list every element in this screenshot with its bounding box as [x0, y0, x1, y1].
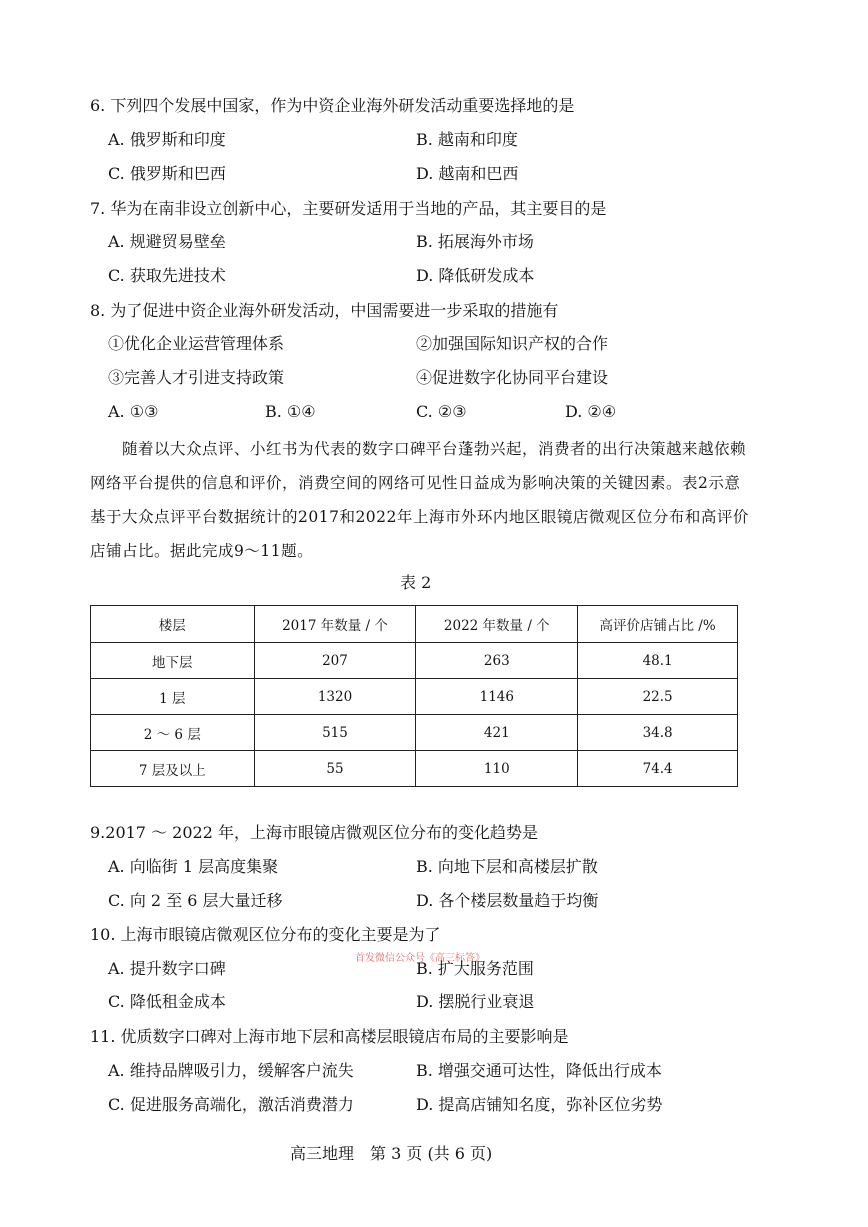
table-cell: 地下层: [91, 643, 255, 679]
q10-option-b: B. 扩大服务范围: [416, 959, 534, 978]
q9-option-c: C. 向 2 至 6 层大量迁移: [108, 891, 283, 910]
q8-item-4: ④促进数字化协同平台建设: [416, 368, 609, 387]
table-cell: 2 ～ 6 层: [91, 715, 255, 751]
table-cell: 55: [254, 751, 416, 787]
table-cell: 263: [416, 643, 578, 679]
table-cell: 1146: [416, 679, 578, 715]
question-6-stem: 6. 下列四个发展中国家，作为中资企业海外研发活动重要选择地的是: [90, 96, 575, 115]
question-11-stem: 11. 优质数字口碑对上海市地下层和高楼层眼镜店布局的主要影响是: [90, 1027, 569, 1046]
question-8-stem: 8. 为了促进中资企业海外研发活动，中国需要进一步采取的措施有: [90, 301, 559, 320]
q8-option-a: A. ①③: [108, 402, 159, 421]
question-7-stem: 7. 华为在南非设立创新中心，主要研发适用于当地的产品，其主要目的是: [90, 199, 607, 218]
q7-option-c: C. 获取先进技术: [108, 266, 226, 285]
table-cell: 34.8: [578, 715, 738, 751]
table-cell: 7 层及以上: [91, 751, 255, 787]
header-2022: 2022 年数量 / 个: [416, 606, 578, 643]
q8-option-b: B. ①④: [265, 402, 316, 421]
q6-option-c: C. 俄罗斯和巴西: [108, 164, 226, 183]
table-row: [91, 715, 738, 751]
q9-option-d: D. 各个楼层数量趋于均衡: [416, 891, 599, 910]
table-row: [91, 643, 738, 679]
q9-option-b: B. 向地下层和高楼层扩散: [416, 857, 598, 876]
q9-option-a: A. 向临街 1 层高度集聚: [108, 857, 279, 876]
header-floor: 楼层: [91, 606, 255, 643]
table-cell: 110: [416, 751, 578, 787]
q7-option-b: B. 拓展海外市场: [416, 232, 534, 251]
header-2017: 2017 年数量 / 个: [254, 606, 416, 643]
table-cell: 207: [254, 643, 416, 679]
q8-option-c: C. ②③: [416, 402, 467, 421]
table-row: [91, 679, 738, 715]
header-high-rating: 高评价店铺占比 /%: [578, 606, 738, 643]
q7-option-a: A. 规避贸易壁垒: [108, 232, 226, 251]
q8-item-1: ①优化企业运营管理体系: [108, 334, 285, 353]
q6-option-d: D. 越南和巴西: [416, 164, 519, 183]
q10-option-a: A. 提升数字口碑: [108, 959, 226, 978]
q10-option-d: D. 摆脱行业衰退: [416, 992, 535, 1011]
q7-option-d: D. 降低研发成本: [416, 266, 535, 285]
table-header-row: [91, 606, 738, 643]
table-cell: 74.4: [578, 751, 738, 787]
table-cell: 48.1: [578, 643, 738, 679]
q11-option-b: B. 增强交通可达性，降低出行成本: [416, 1061, 662, 1080]
table-row: [91, 751, 738, 787]
table-cell: 515: [254, 715, 416, 751]
question-10-stem: 10. 上海市眼镜店微观区位分布的变化主要是为了: [90, 925, 441, 944]
q10-option-c: C. 降低租金成本: [108, 992, 226, 1011]
q8-option-d: D. ②④: [565, 402, 617, 421]
table-cell: 1 层: [91, 679, 255, 715]
table-cell: 1320: [254, 679, 416, 715]
q6-option-b: B. 越南和印度: [416, 130, 518, 149]
q6-option-a: A. 俄罗斯和印度: [108, 130, 226, 149]
q8-item-2: ②加强国际知识产权的合作: [416, 334, 609, 353]
passage: 随着以大众点评、小红书为代表的数字口碑平台蓬勃兴起，消费者的出行决策越来越依赖网络平台提供的信息和评价，消费空间的网络可见性日益成为影响决策的关键因素。表2示意基于大众点评平台数据统计的2017和2022年上海市外环内地区眼镜店微观区位分布和高评价店铺占比。据此完成9～11题。: [90, 440, 749, 560]
table-cell: 421: [416, 715, 578, 751]
q11-option-a: A. 维持品牌吸引力，缓解客户流失: [108, 1061, 354, 1080]
table-cell: 22.5: [578, 679, 738, 715]
page-footer: 高三地理 第 3 页 (共 6 页): [290, 1144, 493, 1163]
table-title: 表 2: [400, 573, 432, 592]
data-table: [90, 605, 738, 787]
q8-item-3: ③完善人才引进支持政策: [108, 368, 285, 387]
q11-option-d: D. 提高店铺知名度，弥补区位劣势: [416, 1095, 663, 1114]
watermark: 首发微信公众号《高三标答》: [355, 953, 485, 964]
q11-option-c: C. 促进服务高端化，激活消费潜力: [108, 1095, 354, 1114]
question-9-stem: 9.2017 ～ 2022 年，上海市眼镜店微观区位分布的变化趋势是: [90, 823, 538, 842]
